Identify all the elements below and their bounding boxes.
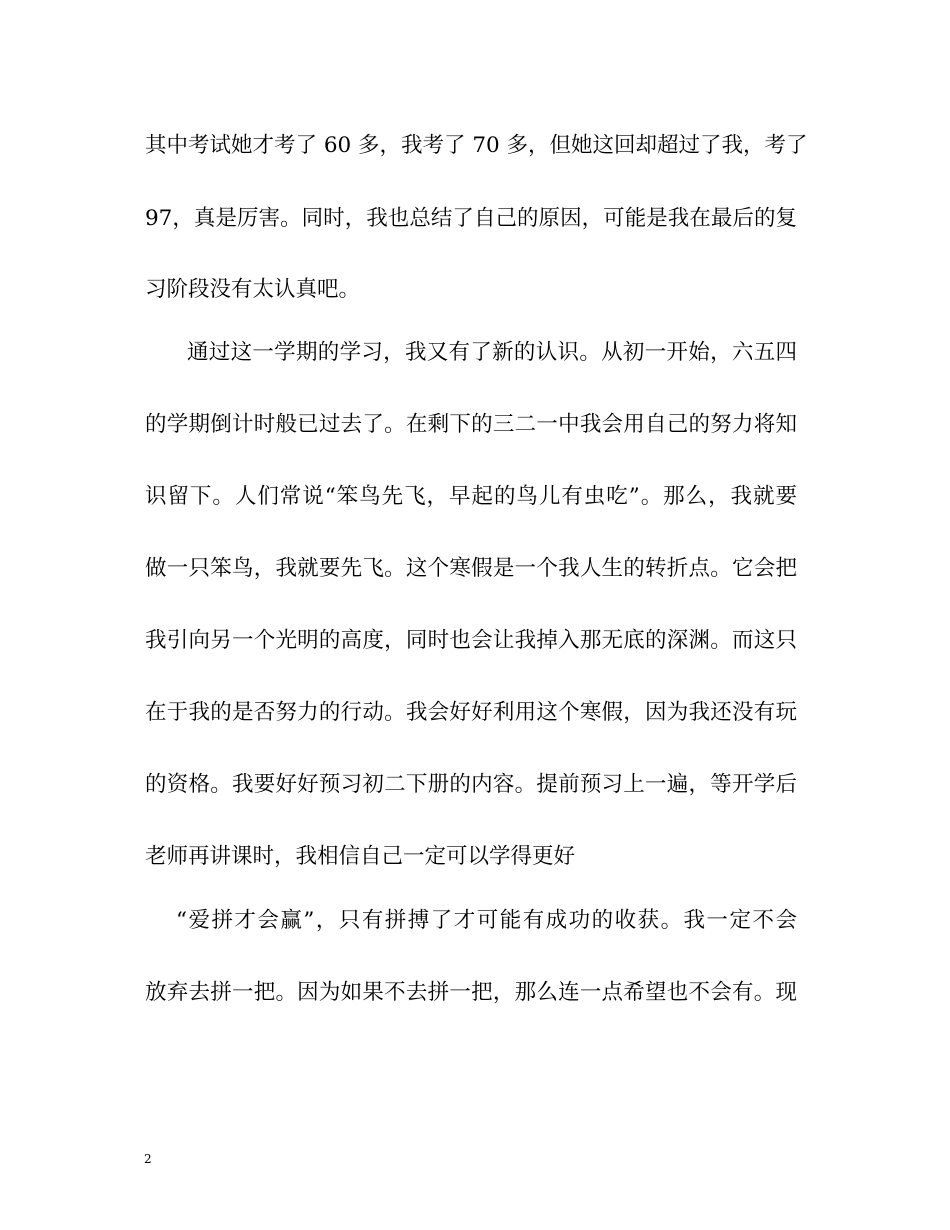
text-line-10: 的资格。我要好好预习初二下册的内容。提前预习上一遍，等开学后: [145, 772, 797, 797]
text-line-4: 通过这一学期的学习，我又有了新的认识。从初一开始，六五四: [187, 340, 797, 365]
text-line-12: “爱拼才会赢”，只有拼搏了才可能有成功的收获。我一定不会: [176, 908, 797, 933]
text-line-6: 识留下。人们常说“笨鸟先飞，早起的鸟儿有虫吃”。那么，我就要: [145, 484, 797, 509]
text-line-2: 97，真是厉害。同时，我也总结了自己的原因，可能是我在最后的复: [145, 206, 797, 231]
text-line-5: 的学期倒计时般已过去了。在剩下的三二一中我会用自己的努力将知: [145, 412, 797, 437]
page-number: 2: [144, 1152, 152, 1166]
text-line-8: 我引向另一个光明的高度，同时也会让我掉入那无底的深渊。而这只: [145, 628, 797, 653]
text-line-1: 其中考试她才考了 60 多，我考了 70 多，但她这回却超过了我，考了: [145, 133, 808, 158]
text-line-13: 放弃去拼一把。因为如果不去拼一把，那么连一点希望也不会有。现: [145, 980, 797, 1005]
text-line-9: 在于我的是否努力的行动。我会好好利用这个寒假，因为我还没有玩: [145, 700, 797, 725]
text-line-11: 老师再讲课时，我相信自己一定可以学得更好: [145, 844, 576, 869]
text-line-3: 习阶段没有太认真吧。: [145, 277, 361, 302]
text-line-7: 做一只笨鸟，我就要先飞。这个寒假是一个我人生的转折点。它会把: [145, 556, 797, 581]
